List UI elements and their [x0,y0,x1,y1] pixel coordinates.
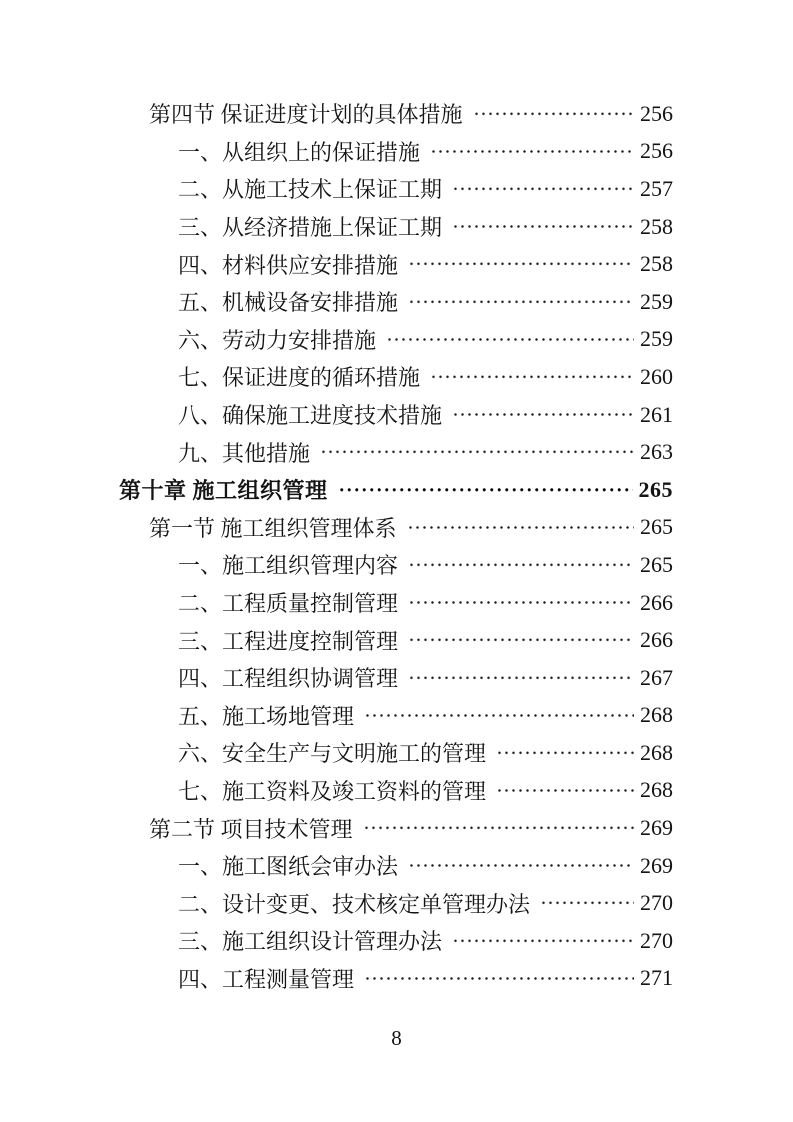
toc-entry-page: 257 [640,175,673,201]
dot-leader [405,509,634,547]
toc-entry-label: 一、从组织上的保证措施 [178,139,421,165]
toc-entry-page: 268 [640,739,673,765]
dot-leader [406,584,634,622]
toc-entry-label: 一、施工组织管理内容 [178,553,399,579]
toc-entry[interactable] [119,734,673,772]
toc-entry-label: 四、工程组织协调管理 [178,666,399,692]
dot-leader [406,659,634,697]
dot-leader [494,772,634,810]
toc-entry[interactable] [119,208,673,246]
toc-entry[interactable] [119,321,673,359]
toc-entry-label: 三、工程进度控制管理 [178,628,399,654]
toc-entry-label: 六、劳动力安排措施 [178,327,377,353]
toc-entry-page: 258 [640,251,673,277]
dot-leader [450,208,634,246]
toc-entry-label: 第四节 保证进度计划的具体措施 [149,102,463,128]
toc-entry-label: 七、施工资料及竣工资料的管理 [178,778,487,804]
dot-leader [494,734,634,772]
toc-entry[interactable] [119,245,673,283]
toc-entry[interactable] [119,546,673,584]
toc-entry-page: 267 [640,664,673,690]
toc-entry-page: 269 [640,852,673,878]
toc-entry-page: 268 [640,777,673,803]
toc-entry-page: 265 [640,514,673,540]
toc-entry-label: 二、工程质量控制管理 [178,591,399,617]
toc-entry-label: 七、保证进度的循环措施 [178,365,421,391]
toc-entry-page: 270 [640,927,673,953]
toc-entry-label: 四、材料供应安排措施 [178,252,399,278]
dot-leader [450,922,634,960]
toc-entry[interactable] [119,772,673,810]
toc-entry[interactable] [119,95,673,133]
toc-entry[interactable] [119,283,673,321]
toc-entry[interactable] [119,847,673,885]
dot-leader [336,471,633,509]
toc-entry-page: 256 [640,100,673,126]
toc-entry-page: 270 [640,890,673,916]
dot-leader [450,170,634,208]
toc-list [119,95,673,997]
toc-entry-page: 271 [640,965,673,991]
toc-entry[interactable] [119,922,673,960]
toc-entry-label: 六、安全生产与文明施工的管理 [178,741,487,767]
toc-entry[interactable] [119,433,673,471]
toc-entry-label: 二、从施工技术上保证工期 [178,177,443,203]
toc-entry-label: 二、设计变更、技术核定单管理办法 [178,891,531,917]
dot-leader [406,847,634,885]
toc-entry-page: 258 [640,213,673,239]
toc-entry[interactable] [119,133,673,171]
toc-entry-label: 三、从经济措施上保证工期 [178,215,443,241]
page-number: 8 [391,1026,402,1050]
toc-entry[interactable] [119,170,673,208]
toc-entry-label: 五、施工场地管理 [178,703,355,729]
dot-leader [406,546,634,584]
toc-entry-page: 263 [640,439,673,465]
toc-entry-page: 259 [640,326,673,352]
toc-entry-page: 260 [640,363,673,389]
dot-leader [362,960,634,998]
dot-leader [361,809,634,847]
dot-leader [471,95,634,133]
toc-entry-label: 第二节 项目技术管理 [149,816,353,842]
toc-entry[interactable] [119,471,673,509]
toc-entry-page: 268 [640,702,673,728]
toc-entry-page: 259 [640,288,673,314]
dot-leader [406,283,634,321]
toc-entry-label: 一、施工图纸会审办法 [178,854,399,880]
toc-entry[interactable] [119,621,673,659]
dot-leader [362,697,634,735]
toc-entry-label: 五、机械设备安排措施 [178,290,399,316]
toc-entry-label: 第一节 施工组织管理体系 [149,515,397,541]
dot-leader [538,884,634,922]
toc-entry[interactable] [119,396,673,434]
toc-entry-label: 三、施工组织设计管理办法 [178,929,443,955]
dot-leader [384,321,634,359]
dot-leader [428,358,634,396]
toc-entry[interactable] [119,960,673,998]
dot-leader [406,621,634,659]
dot-leader [428,133,634,171]
toc-entry-page: 261 [640,401,673,427]
toc-entry-page: 266 [640,589,673,615]
toc-entry[interactable] [119,697,673,735]
dot-leader [406,245,634,283]
toc-entry-label: 九、其他措施 [178,440,311,466]
toc-entry[interactable] [119,358,673,396]
toc-entry[interactable] [119,584,673,622]
toc-entry-label: 四、工程测量管理 [178,966,355,992]
toc-entry-page: 269 [640,815,673,841]
toc-entry-page: 265 [640,551,673,577]
dot-leader [450,396,634,434]
toc-entry[interactable] [119,884,673,922]
dot-leader [318,433,634,471]
toc-entry[interactable] [119,809,673,847]
toc-entry-page: 266 [640,627,673,653]
toc-entry-label: 八、确保施工进度技术措施 [178,403,443,429]
toc-entry[interactable] [119,659,673,697]
toc-entry-page: 256 [640,138,673,164]
toc-entry-label: 第十章 施工组织管理 [119,478,328,504]
toc-entry[interactable] [119,509,673,547]
page-footer [0,1026,793,1051]
toc-entry-page: 265 [638,476,673,502]
